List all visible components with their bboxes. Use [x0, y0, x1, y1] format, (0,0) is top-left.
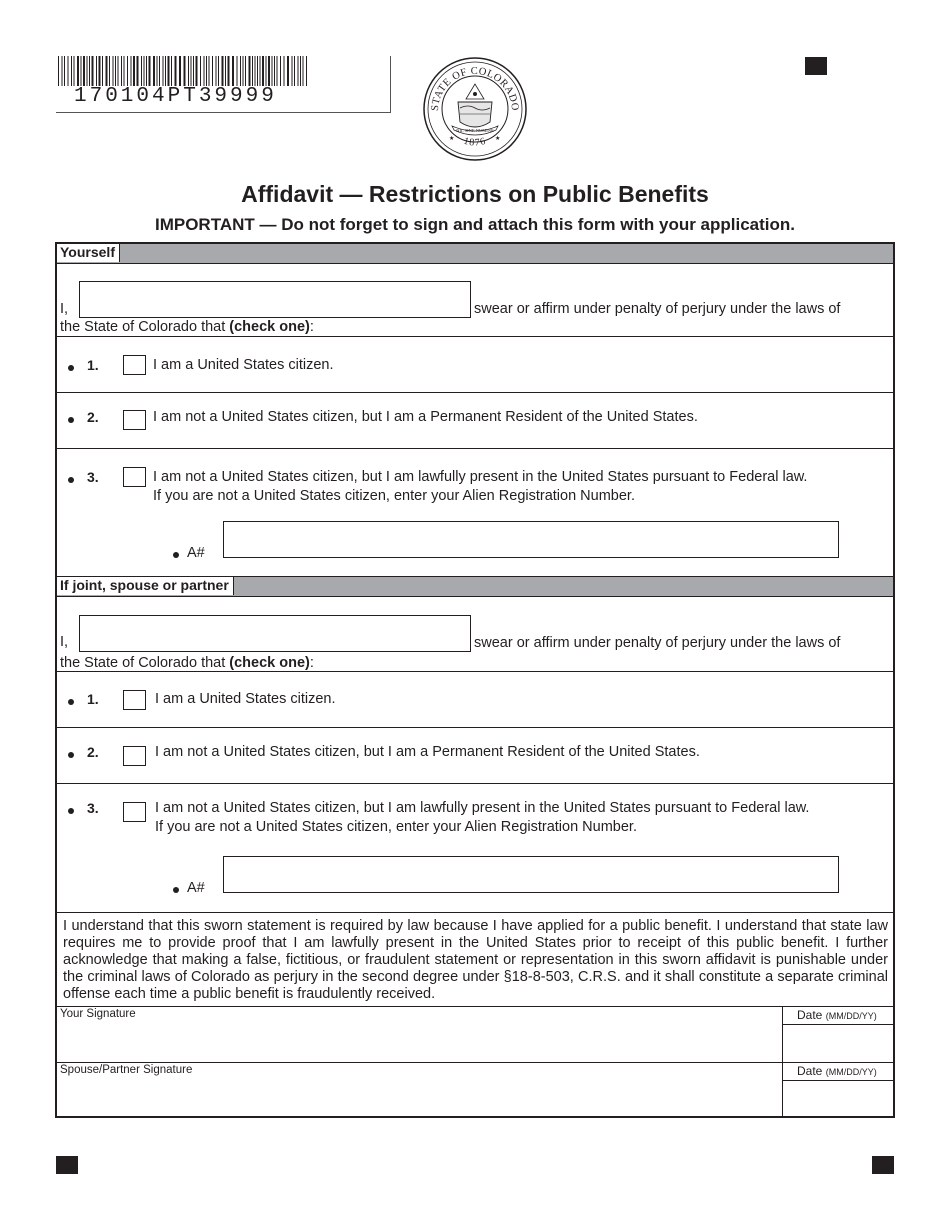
- date-label: Date (MM/DD/YY): [797, 1064, 877, 1078]
- spouse-signature-date-field[interactable]: [783, 1081, 893, 1116]
- bullet: [173, 552, 179, 558]
- bullet: [68, 417, 74, 423]
- bullet: [68, 699, 74, 705]
- divider: [57, 727, 893, 728]
- checkbox-permanent-resident[interactable]: [123, 410, 146, 430]
- option-number: 3.: [87, 800, 99, 816]
- registration-mark-bottom-right: [872, 1156, 894, 1174]
- option-note: If you are not a United States citizen, enter your Alien Registration Number.: [155, 819, 637, 835]
- divider: [57, 1006, 893, 1007]
- affidavit-form: [55, 242, 895, 1118]
- divider: [57, 783, 893, 784]
- section-header-spouse: [57, 577, 893, 597]
- bullet: [68, 752, 74, 758]
- seal-year: 1876: [462, 135, 488, 149]
- oath-suffix: swear or affirm under penalty of perjury under the laws of: [474, 635, 841, 651]
- option-number: 3.: [87, 469, 99, 485]
- oath-prefix: I,: [60, 634, 69, 650]
- oath-prefix: I,: [60, 301, 69, 317]
- oath-line-2: the State of Colorado that (check one):: [60, 655, 314, 671]
- subtitle-text: Do not forget to sign and attach this form with your application.: [276, 215, 795, 234]
- registration-mark-top-right: [805, 57, 827, 75]
- spouse-name-field[interactable]: [79, 615, 471, 652]
- section-label: Yourself: [57, 244, 120, 262]
- option-text-lawfully-present: I am not a United States citizen, but I am lawfully present in the United States pursuant to Federal law.: [155, 800, 810, 816]
- your-signature-field[interactable]: [57, 1022, 782, 1062]
- subtitle-lead: IMPORTANT —: [154, 215, 277, 234]
- svg-text:★: ★: [495, 136, 501, 142]
- divider: [57, 912, 893, 913]
- divider: [57, 448, 893, 449]
- divider: [57, 336, 893, 337]
- checkbox-spouse-citizen[interactable]: [123, 690, 146, 710]
- applicant-name-field[interactable]: [79, 281, 471, 318]
- divider: [57, 392, 893, 393]
- svg-text:1876: [462, 136, 487, 149]
- registration-mark-bottom-left: [56, 1156, 78, 1174]
- checkbox-lawfully-present[interactable]: [123, 467, 146, 487]
- checkbox-spouse-permanent-resident[interactable]: [123, 746, 146, 766]
- form-title: Affidavit — Restrictions on Public Benefits: [241, 181, 709, 207]
- date-label: Date (MM/DD/YY): [797, 1008, 877, 1022]
- oath-suffix: swear or affirm under penalty of perjury under the laws of: [474, 301, 841, 317]
- seal-motto: NIL SINE NUMINE: [456, 128, 494, 133]
- spouse-alien-number-input[interactable]: [223, 856, 839, 893]
- option-number: 1.: [87, 691, 99, 707]
- barcode-number: 170104PT39999: [74, 85, 277, 108]
- alien-number-label: A#: [187, 880, 205, 896]
- bullet: [68, 365, 74, 371]
- option-number: 1.: [87, 357, 99, 373]
- option-text-lawfully-present: I am not a United States citizen, but I am lawfully present in the United States pursuant to Federal law.: [153, 469, 808, 485]
- form-subtitle: [0, 215, 950, 235]
- option-text-permanent-resident: I am not a United States citizen, but I am a Permanent Resident of the United States.: [155, 744, 700, 760]
- checkbox-spouse-lawfully-present[interactable]: [123, 802, 146, 822]
- bullet: [68, 477, 74, 483]
- your-signature-date-field[interactable]: [783, 1025, 893, 1062]
- spouse-signature-field[interactable]: [57, 1078, 782, 1116]
- option-text-permanent-resident: I am not a United States citizen, but I am a Permanent Resident of the United States.: [153, 409, 698, 425]
- your-signature-label: Your Signature: [60, 1008, 136, 1020]
- option-text-citizen: I am a United States citizen.: [153, 357, 334, 373]
- option-number: 2.: [87, 744, 99, 760]
- bullet: [68, 808, 74, 814]
- oath-line-2: the State of Colorado that (check one):: [60, 319, 314, 335]
- divider: [57, 671, 893, 672]
- section-header-yourself: [57, 244, 893, 264]
- divider: [57, 1062, 893, 1063]
- sworn-statement: I understand that this sworn statement is required by law because I have applied for a public benefit. I understand that state law requires me to provide proof that I am lawfully present in the United States prior to receipt of this public benefit. I further acknowledge that making a false, fictitious, or fraudulent statement or representation in this sworn affidavit is punishable under the criminal laws of Colorado as perjury in the second degree under §18-8-503, C.R.S. and it shall constitute a separate criminal offense each time a public benefit is fraudulently received.: [63, 918, 888, 1002]
- svg-text:★: ★: [449, 136, 455, 142]
- alien-number-label: A#: [187, 545, 205, 561]
- barcode-block: [56, 56, 391, 113]
- option-text-citizen: I am a United States citizen.: [155, 691, 336, 707]
- spouse-signature-label: Spouse/Partner Signature: [60, 1064, 193, 1076]
- seal-top-text: STATE OF COLORADO: [429, 65, 521, 112]
- bullet: [173, 887, 179, 893]
- checkbox-citizen[interactable]: [123, 355, 146, 375]
- option-note: If you are not a United States citizen, enter your Alien Registration Number.: [153, 488, 635, 504]
- option-number: 2.: [87, 409, 99, 425]
- barcode-icon: [58, 56, 310, 86]
- colorado-state-seal: [422, 56, 528, 162]
- section-label: If joint, spouse or partner: [57, 577, 234, 595]
- alien-number-input[interactable]: [223, 521, 839, 558]
